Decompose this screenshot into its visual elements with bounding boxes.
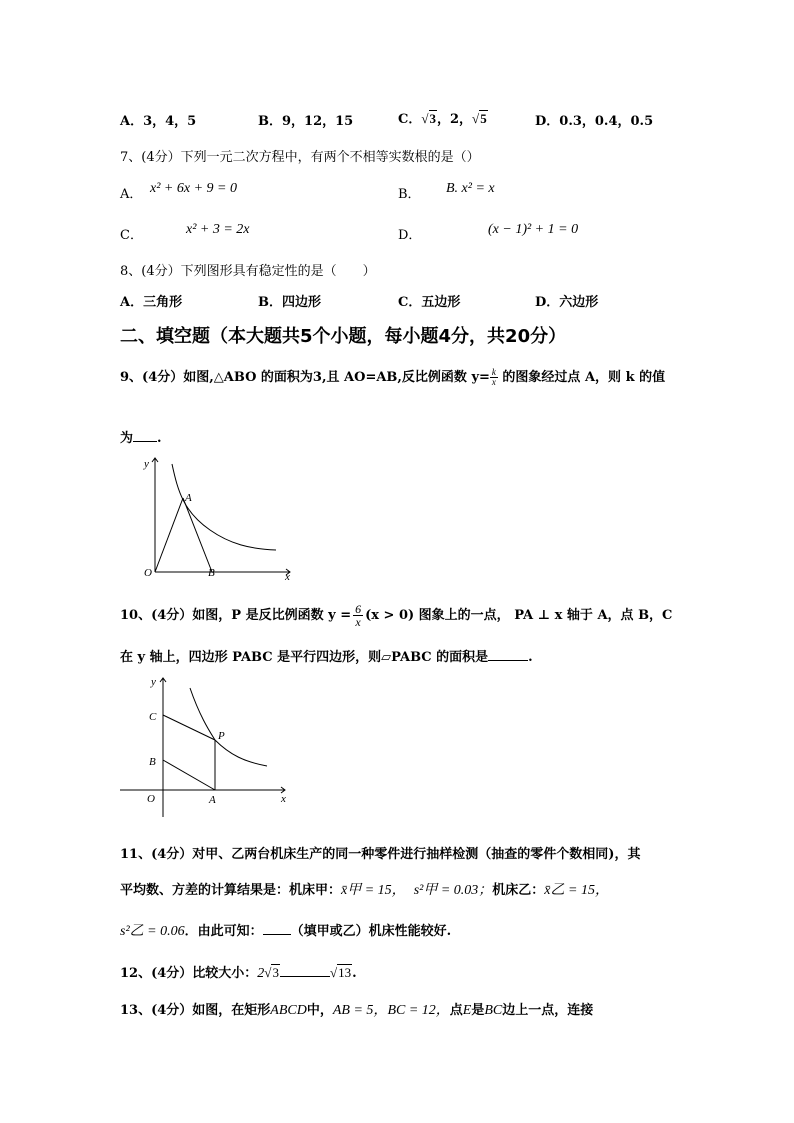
fig10-segment-ba [163,760,215,790]
q6-option-a: A．3，4，5 [120,114,197,129]
q12-stem-text: 12、(4分）比较大小： [120,966,258,981]
fig9-label-x: x [285,571,290,583]
q11-line2-text: 平均数、方差的计算结果是：机床甲： [120,883,342,898]
q13-stem-part1: 13、(4分）如图，在矩形 [120,1003,271,1018]
q9-answer-blank[interactable] [133,429,157,442]
figure-q9 [130,452,300,587]
q12-answer-blank[interactable] [280,964,330,977]
q11-variance-yi: s²乙 = 0.06 [120,924,185,939]
q13-stem-part5: 边上一点，连接 [502,1003,594,1018]
q12-right-sqrt: √13 [329,965,352,980]
q9-frac-num: k [491,367,496,377]
fig9-label-b: B [208,567,215,579]
q9-frac-den: x [491,377,496,387]
fig9-label-o: O [144,567,152,579]
fig9-segment-oa [155,498,183,572]
fig10-label-x: x [281,793,286,805]
sqrt5-radicand: 5 [480,111,487,126]
q8-option-b: B．四边形 [258,295,321,310]
q8-option-d: D．六边形 [535,295,599,310]
q7-option-c-equation: x² + 3 = 2x [186,222,250,237]
q11-variance-jia: s²甲 = 0.03； [413,883,493,898]
q10-line2-end: . [528,650,533,665]
q10-fraction [353,603,363,628]
q13-ab-value: AB = 5， [332,1003,388,1018]
q10-stem-part3: PA ⊥ x 轴于 A，点 B，C [514,608,673,623]
q7-option-d-equation: (x − 1)² + 1 = 0 [488,222,579,237]
q9-fraction [490,368,498,387]
q12-right-radicand: 13 [338,965,352,980]
q11-line1: 11、(4分）对甲、乙两台机床生产的同一种零件进行抽样检测（抽查的零件个数相同)，其 [120,847,641,862]
q10-frac-den: x [355,615,361,629]
q11-line3-text: ．由此可知： [184,924,263,939]
q10-line2-text: 在 y 轴上，四边形 PABC 是平行四边形，则▱PABC 的面积是 [120,650,489,665]
fig10-label-b: B [149,756,156,768]
figure-q10 [115,672,295,822]
q7-option-a-equation: x² + 6x + 9 = 0 [150,181,237,196]
q12-left-radicand: 3 [272,965,279,980]
section-2-title: 二、填空题（本大题共5个小题，每小题4分，共20分） [120,326,567,347]
fig10-label-c: C [149,711,157,723]
q13-stem-part4: 是 [471,1003,485,1018]
q8-option-a: A．三角形 [120,295,183,310]
q10-stem-part2: (x > 0) 图象上的一点， [365,608,510,623]
q7-stem: 7、(4分）下列一元二次方程中，有两个不相等实数根的是（） [120,150,480,165]
q9-line2-text: 为 [120,431,134,446]
fig9-segment-ab [183,498,212,572]
sqrt3-radicand: 3 [429,111,436,126]
q13-stem [120,999,593,1019]
q13-bc-value: BC = 12， [387,1003,450,1018]
q10-answer-blank[interactable] [488,648,528,661]
fig9-label-y: y [144,458,149,470]
q11-line3-end: （填甲或乙）机床性能较好. [290,924,452,939]
q11-line3 [120,920,451,940]
q6-option-c [398,108,488,127]
sqrt5: √5 [472,111,487,126]
q8-stem: 8、(4分）下列图形具有稳定性的是（ ） [120,264,376,279]
fig10-label-y: y [151,676,156,688]
fig10-label-o: O [147,793,155,805]
q7-option-b-equation: B. x² = x [446,181,495,196]
q6-option-c-sep: ，2， [437,112,473,127]
q12-stem [120,962,357,982]
q7-option-b-label: B． [398,187,421,202]
q13-rect-name: ABCD [270,1003,307,1018]
q9-stem-part2: 的图象经过点 A，则 k 的值 [497,370,666,385]
q10-stem [120,603,672,628]
q9-line2 [120,427,162,446]
q9-stem [120,366,665,387]
q9-line2-end: . [157,431,162,446]
q11-line2 [120,879,609,899]
q9-stem-part1: 9、(4分）如图,△ABO 的面积为3,且 AO=AB,反比例函数 y= [120,370,490,385]
q12-left-coef: 2 [257,966,265,981]
q11-answer-blank[interactable] [263,922,291,935]
q6-option-d: D．0.3，0.4，0.5 [535,114,654,129]
q13-point-e: E [462,1003,472,1018]
q12-end: . [352,966,357,981]
q11-mean-jia: x̄甲 = 15， [341,883,406,898]
q10-line2 [120,646,533,665]
q12-left-sqrt: √3 [264,965,279,980]
q13-stem-part3: 点 [449,1003,463,1018]
sqrt3: √3 [421,111,436,126]
q10-stem-part1: 10、(4分）如图，P 是反比例函数 y = [120,608,352,623]
q8-option-c: C．五边形 [398,295,461,310]
q11-mean-yi: x̄乙 = 15， [544,883,609,898]
fig9-hyperbola [172,464,276,550]
fig9-label-a: A [185,492,192,504]
fig10-hyperbola [190,688,267,766]
q13-side-bc: BC [484,1003,503,1018]
q7-option-c-label: C． [120,228,143,243]
q7-option-a-label: A． [120,187,143,202]
q7-option-d-label: D． [398,228,422,243]
q6-option-b: B．9，12，15 [258,114,354,129]
q11-line2-machine-yi: 机床乙： [492,883,545,898]
fig10-label-p: P [218,730,225,742]
fig10-label-a: A [209,794,216,806]
q13-stem-part2: 中， [306,1003,333,1018]
q10-frac-num: 6 [355,602,362,616]
q6-option-c-label: C． [398,112,422,127]
